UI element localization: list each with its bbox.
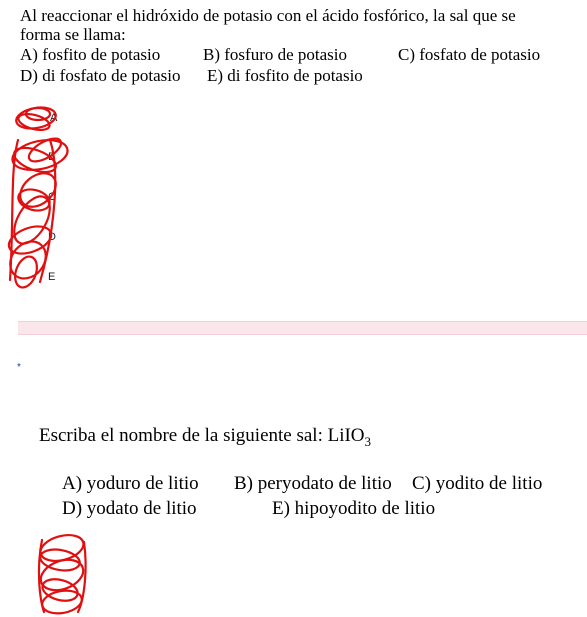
answer-label-d[interactable]: D <box>48 231 56 243</box>
required-marker: * <box>17 362 21 373</box>
q1-option-b: B) fosfuro de potasio <box>203 45 348 64</box>
q1-option-d: D) di fosfato de potasio <box>20 66 181 85</box>
q1-option-a: A) fosfito de potasio <box>20 45 161 64</box>
section-divider <box>18 321 587 335</box>
answer-label-b[interactable]: B <box>48 151 56 163</box>
scribble-q2 <box>37 531 88 617</box>
q2-option-c: C) yodito de litio <box>412 473 543 494</box>
question2-subscript: 3 <box>364 433 372 449</box>
q2-option-e: E) hipoyodito de litio <box>272 498 436 519</box>
question2-text-main: Escriba el nombre de la siguiente sal: LiIO <box>39 425 365 446</box>
answer-label-c[interactable]: C <box>48 191 56 203</box>
q2-option-d: D) yodato de litio <box>62 498 197 519</box>
scribble-q1 <box>3 105 70 291</box>
question1-line2: forma se llama: <box>20 25 126 44</box>
question2-text <box>39 425 371 453</box>
q1-option-c: C) fosfato de potasio <box>398 45 541 64</box>
q2-option-b: B) peryodato de litio <box>234 473 392 494</box>
q1-option-e: E) di fosfito de potasio <box>207 66 363 85</box>
answer-label-e[interactable]: E <box>48 271 56 283</box>
answer-label-a[interactable]: A <box>50 112 58 124</box>
q2-option-a: A) yoduro de litio <box>62 473 199 494</box>
question1-line1: Al reaccionar el hidróxido de potasio con el ácido fosfórico, la sal que se <box>20 6 516 25</box>
